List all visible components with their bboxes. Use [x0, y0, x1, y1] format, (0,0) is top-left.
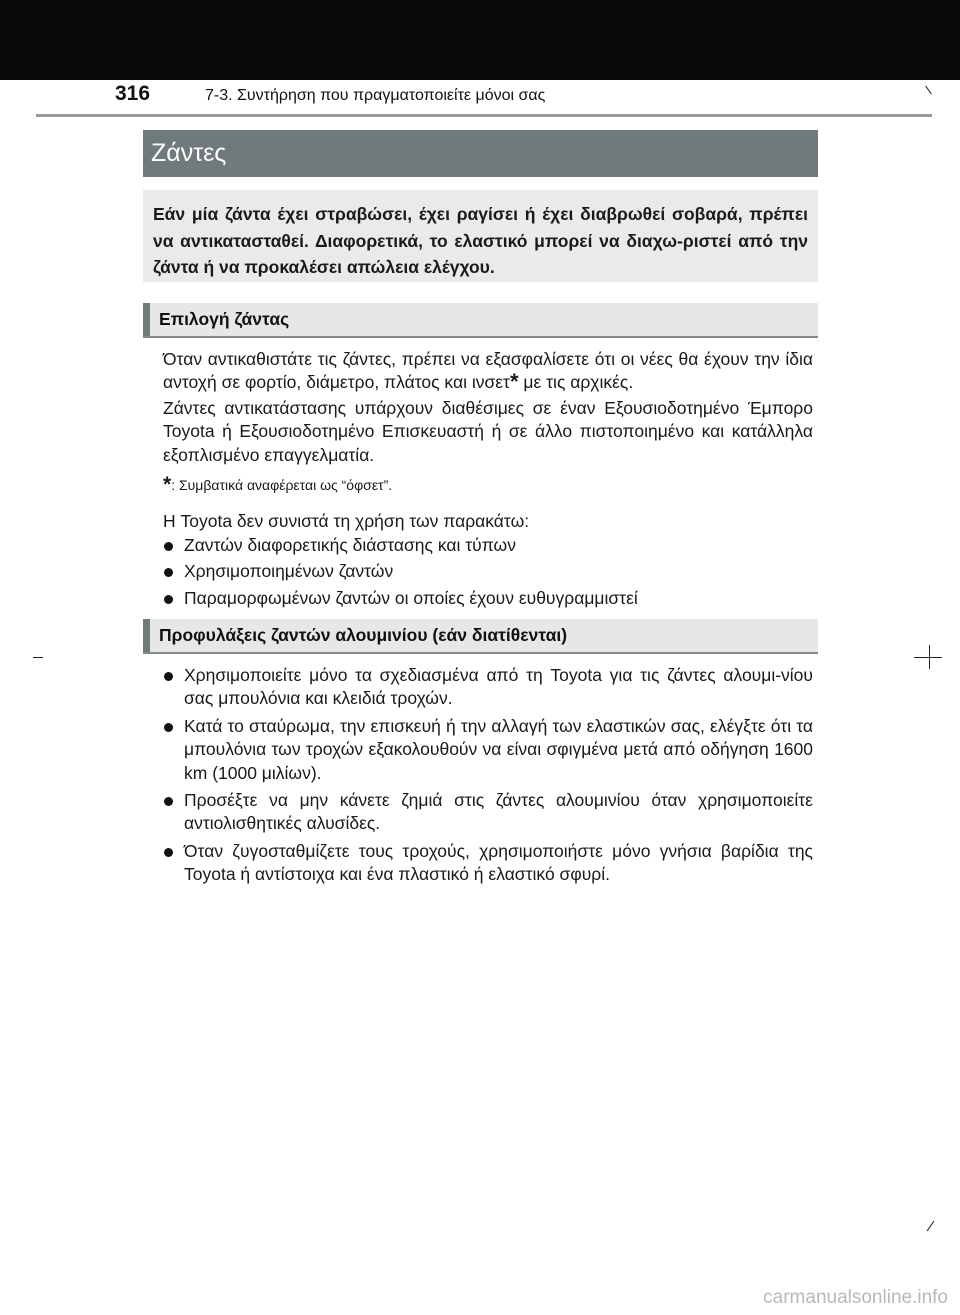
- watermark: carmanualsonline.info: [763, 1287, 948, 1308]
- paragraph-text: Όταν αντικαθιστάτε τις ζάντες, πρέπει να εξασφαλίσετε ότι οι νέες θα έχουν την ίδια αντοχή σε φορτίο, διάμετρο, πλάτος και ινσετ: [163, 349, 813, 393]
- asterisk-mark: *: [163, 473, 172, 496]
- page-number: 316: [115, 82, 151, 105]
- crop-mark: [914, 657, 942, 658]
- breadcrumb: 7-3. Συντήρηση που πραγματοποιείτε μόνοι σας: [205, 87, 546, 104]
- list-item: Προσέξτε να μην κάνετε ζημιά στις ζάντες αλουμινίου όταν χρησιμοποιείτε αντιολισθητικές αλυσίδες.: [163, 789, 813, 836]
- paragraph-text: με τις αρχικές.: [518, 372, 634, 393]
- list-item: Ζαντών διαφορετικής διάστασης και τύπων: [163, 534, 813, 557]
- header-divider: [36, 114, 932, 117]
- crop-mark: [927, 1221, 935, 1231]
- crop-mark: [33, 657, 43, 658]
- crop-mark: [929, 645, 930, 669]
- list-item: Παραμορφωμένων ζαντών οι οποίες έχουν ευθυγραμμιστεί: [163, 587, 813, 610]
- section-heading-wheel-selection: [143, 303, 818, 338]
- paragraph-replacement: [163, 348, 813, 395]
- paragraph-availability: Ζάντες αντικατάστασης υπάρχουν διαθέσιμες σε έναν Εξουσιοδοτημένο Έμπορο Toyota ή Εξουσιοδοτημένο Επισκευαστή ή σε άλλο πιστοποιημένο και κατάλληλα εξοπλισμένο επαγγελματία.: [163, 398, 813, 465]
- page-title: Ζάντες: [151, 139, 227, 167]
- not-recommended-list: [163, 534, 813, 610]
- footnote-text: : Συμβατικά αναφέρεται ως “όφσετ”.: [171, 477, 393, 493]
- aluminum-precautions-list: [163, 664, 813, 887]
- footnote: [163, 473, 393, 496]
- section-heading-label: Προφυλάξεις ζαντών αλουμινίου (εάν διατίθενται): [159, 625, 568, 645]
- crop-mark: [925, 86, 932, 95]
- top-black-band: [0, 0, 960, 80]
- asterisk-mark: *: [509, 369, 519, 395]
- list-item: Χρησιμοποιημένων ζαντών: [163, 560, 813, 583]
- list-item: Κατά το σταύρωμα, την επισκευή ή την αλλαγή των ελαστικών σας, ελέγξτε ότι τα μπουλόνια των τροχών εξακολουθούν να είναι σφιγμένα μετά από οδήγηση 1600 km (1000 μιλίων).: [163, 715, 813, 785]
- list-item: Όταν ζυγοσταθμίζετε τους τροχούς, χρησιμοποιήστε μόνο γνήσια βαρίδια της Toyota ή αντίστοιχα και ένα πλαστικό ή ελαστικό σφυρί.: [163, 840, 813, 887]
- section-heading-aluminum-precautions: [143, 619, 818, 654]
- section-heading-label: Επιλογή ζάντας: [159, 309, 290, 329]
- intro-box: [143, 190, 818, 282]
- lead-sentence: Η Toyota δεν συνιστά τη χρήση των παρακάτω:: [163, 511, 530, 531]
- page-title-band: [143, 130, 818, 177]
- list-item: Χρησιμοποιείτε μόνο τα σχεδιασμένα από τη Toyota για τις ζάντες αλουμι-νίου σας μπουλόνια και κλειδιά τροχών.: [163, 664, 813, 711]
- intro-text: Εάν μία ζάντα έχει στραβώσει, έχει ραγίσει ή έχει διαβρωθεί σοβαρά, πρέπει να αντικατασταθεί. Διαφορετικά, το ελαστικό μπορεί να διαχω-ριστεί από την ζάντα ή να προκαλέσει απώλεια ελέγχου.: [153, 204, 808, 277]
